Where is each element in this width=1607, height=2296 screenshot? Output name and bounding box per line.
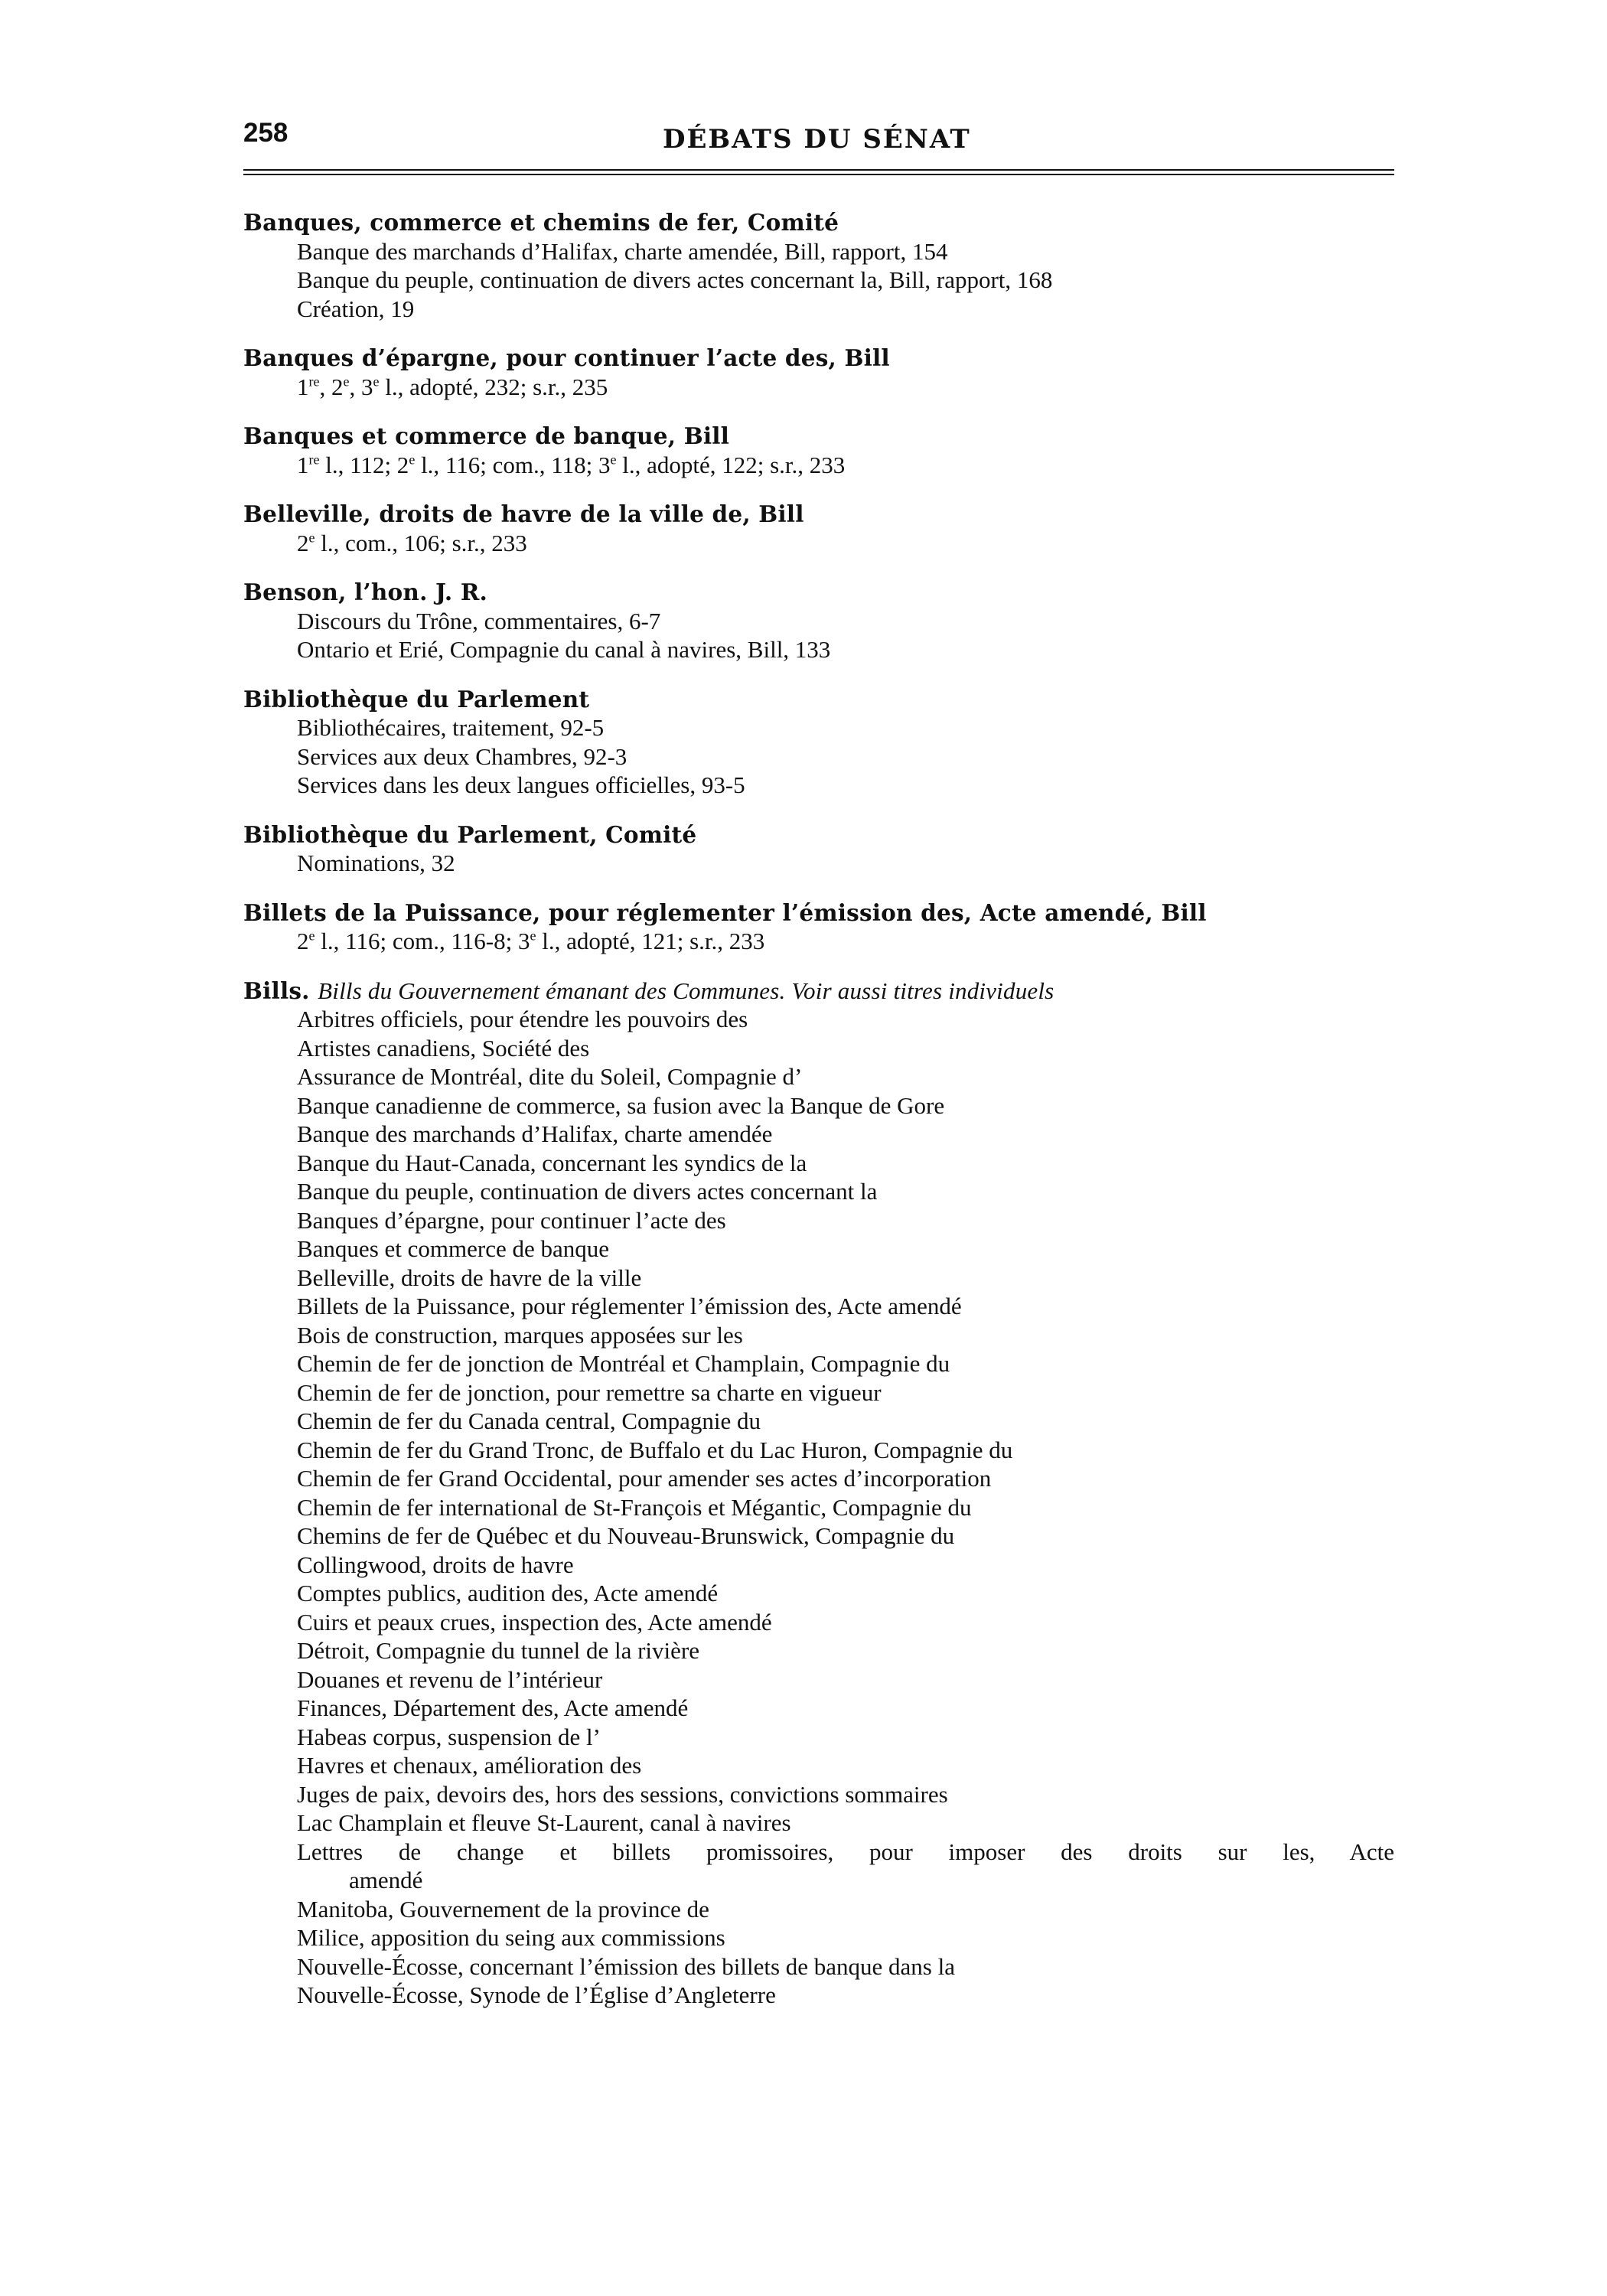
list-item: Banque des marchands d’Halifax, charte amendée xyxy=(297,1120,773,1147)
index-subentry: Services aux deux Chambres, 92-3 xyxy=(297,742,627,770)
list-item: Banque du Haut-Canada, concernant les syndics de la xyxy=(297,1149,807,1176)
list-item: Finances, Département des, Acte amendé xyxy=(297,1694,689,1721)
list-item: Arbitres officiels, pour étendre les pouvoirs des xyxy=(297,1006,748,1032)
list-item: Cuirs et peaux crues, inspection des, Acte amendé xyxy=(297,1608,772,1636)
list-item: Lac Champlain et fleuve St-Laurent, canal à navires xyxy=(297,1809,791,1836)
index-heading: Banques et commerce de banque, Bill xyxy=(243,422,730,449)
running-head: DÉBATS DU SÉNAT xyxy=(663,124,971,155)
list-item: Billets de la Puissance, pour réglementer l’émission des, Acte amendé xyxy=(297,1293,962,1319)
list-item: Chemin de fer de jonction de Montréal et Champlain, Compagnie du xyxy=(297,1350,950,1377)
index-heading: Billets de la Puissance, pour réglementer l’émission des, Acte amendé, Bill xyxy=(243,899,1207,926)
index-heading xyxy=(243,977,1394,1006)
list-item: Détroit, Compagnie du tunnel de la rivière xyxy=(297,1637,699,1664)
list-item: Chemin de fer du Grand Tronc, de Buffalo et du Lac Huron, Compagnie du xyxy=(297,1436,1013,1463)
index-entry xyxy=(243,899,1394,956)
list-item: Juges de paix, devoirs des, hors des sessions, convictions sommaires xyxy=(297,1780,948,1808)
index-subentry: 2e l., com., 106; s.r., 233 xyxy=(297,529,527,556)
list-item: Banques et commerce de banque xyxy=(297,1235,609,1262)
page-number: 258 xyxy=(243,118,288,148)
index-subentry: 2e l., 116; com., 116-8; 3e l., adopté, 121; s.r., 233 xyxy=(297,928,765,954)
index-entry xyxy=(243,820,1394,878)
list-item: Havres et chenaux, amélioration des xyxy=(297,1752,642,1779)
list-item: Chemin de fer international de St-François et Mégantic, Compagnie du xyxy=(297,1493,972,1521)
index-subentry: Ontario et Erié, Compagnie du canal à navires, Bill, 133 xyxy=(297,636,831,663)
list-item-wrapped: Lettres de change et billets promissoires, pour imposer des droits sur les, Acte xyxy=(297,1838,1394,1865)
index-subentry: Services dans les deux langues officielles, 93-5 xyxy=(297,771,745,798)
index-heading: Bibliothèque du Parlement, Comité xyxy=(243,820,697,848)
index-heading: Banques, commerce et chemins de fer, Comité xyxy=(243,209,839,236)
list-item: Chemin de fer du Canada central, Compagnie du xyxy=(297,1407,761,1434)
list-item: Banques d’épargne, pour continuer l’acte des xyxy=(297,1206,726,1234)
index-subentry: Banque des marchands d’Halifax, charte amendée, Bill, rapport, 154 xyxy=(297,237,948,265)
list-item: Habeas corpus, suspension de l’ xyxy=(297,1723,601,1750)
index-entry xyxy=(243,500,1394,557)
index-subentry: Nominations, 32 xyxy=(297,850,455,876)
bills-heading-note: Bills du Gouvernement émanant des Communes. Voir aussi titres individuels xyxy=(318,977,1054,1004)
list-item: Nouvelle-Écosse, concernant l’émission des billets de banque dans la xyxy=(297,1952,955,1980)
bills-items-after xyxy=(243,1895,1394,2010)
list-item: Milice, apposition du seing aux commissions xyxy=(297,1924,725,1951)
index-heading: Banques d’épargne, pour continuer l’acte des, Bill xyxy=(243,344,890,371)
list-item-continuation: amendé xyxy=(349,1867,423,1893)
index-subentry: Création, 19 xyxy=(297,295,415,322)
index-heading: Belleville, droits de havre de la ville de, Bill xyxy=(243,501,804,527)
list-item: Banque canadienne de commerce, sa fusion avec la Banque de Gore xyxy=(297,1091,945,1119)
list-item: Nouvelle-Écosse, Synode de l’Église d’Angleterre xyxy=(297,1981,776,2008)
list-item: Bois de construction, marques apposées sur les xyxy=(297,1321,743,1349)
index-subentry: 1re l., 112; 2e l., 116; com., 118; 3e l., adopté, 122; s.r., 233 xyxy=(297,451,846,478)
index-subentry: Bibliothécaires, traitement, 92-5 xyxy=(297,714,605,741)
list-item: Comptes publics, audition des, Acte amendé xyxy=(297,1580,719,1606)
list-item: Chemin de fer Grand Occidental, pour amender ses actes d’incorporation xyxy=(297,1465,992,1492)
list-item: Douanes et revenu de l’intérieur xyxy=(297,1665,603,1693)
index-heading: Bibliothèque du Parlement xyxy=(243,685,590,713)
index-entry xyxy=(243,685,1394,800)
index-subentry: 1re, 2e, 3e l., adopté, 232; s.r., 235 xyxy=(297,373,608,400)
index-entry xyxy=(243,344,1394,401)
index-subentry: Discours du Trône, commentaires, 6-7 xyxy=(297,607,661,634)
index-subentry: Banque du peuple, continuation de divers actes concernant la, Bill, rapport, 168 xyxy=(297,266,1053,293)
list-item: Banque du peuple, continuation de divers actes concernant la xyxy=(297,1178,878,1205)
bills-heading: Bills. xyxy=(243,977,310,1004)
list-item: Manitoba, Gouvernement de la province de xyxy=(297,1895,709,1923)
index-entry xyxy=(243,208,1394,323)
header-rule xyxy=(243,169,1394,175)
list-item: Chemins de fer de Québec et du Nouveau-Brunswick, Compagnie du xyxy=(297,1522,955,1549)
bills-items xyxy=(243,1005,1394,1838)
list-item: Chemin de fer de jonction, pour remettre sa charte en vigueur xyxy=(297,1378,882,1406)
index-list xyxy=(243,208,1394,2030)
index-entry-bills xyxy=(243,977,1394,2010)
index-entry xyxy=(243,422,1394,479)
index-heading: Benson, l’hon. J. R. xyxy=(243,579,488,605)
list-item: Belleville, droits de havre de la ville xyxy=(297,1264,642,1291)
index-entry xyxy=(243,578,1394,664)
index-entries xyxy=(243,208,1394,956)
list-item: Assurance de Montréal, dite du Soleil, Compagnie d’ xyxy=(297,1063,803,1090)
list-item: Artistes canadiens, Société des xyxy=(297,1034,590,1062)
list-item: Collingwood, droits de havre xyxy=(297,1551,574,1578)
